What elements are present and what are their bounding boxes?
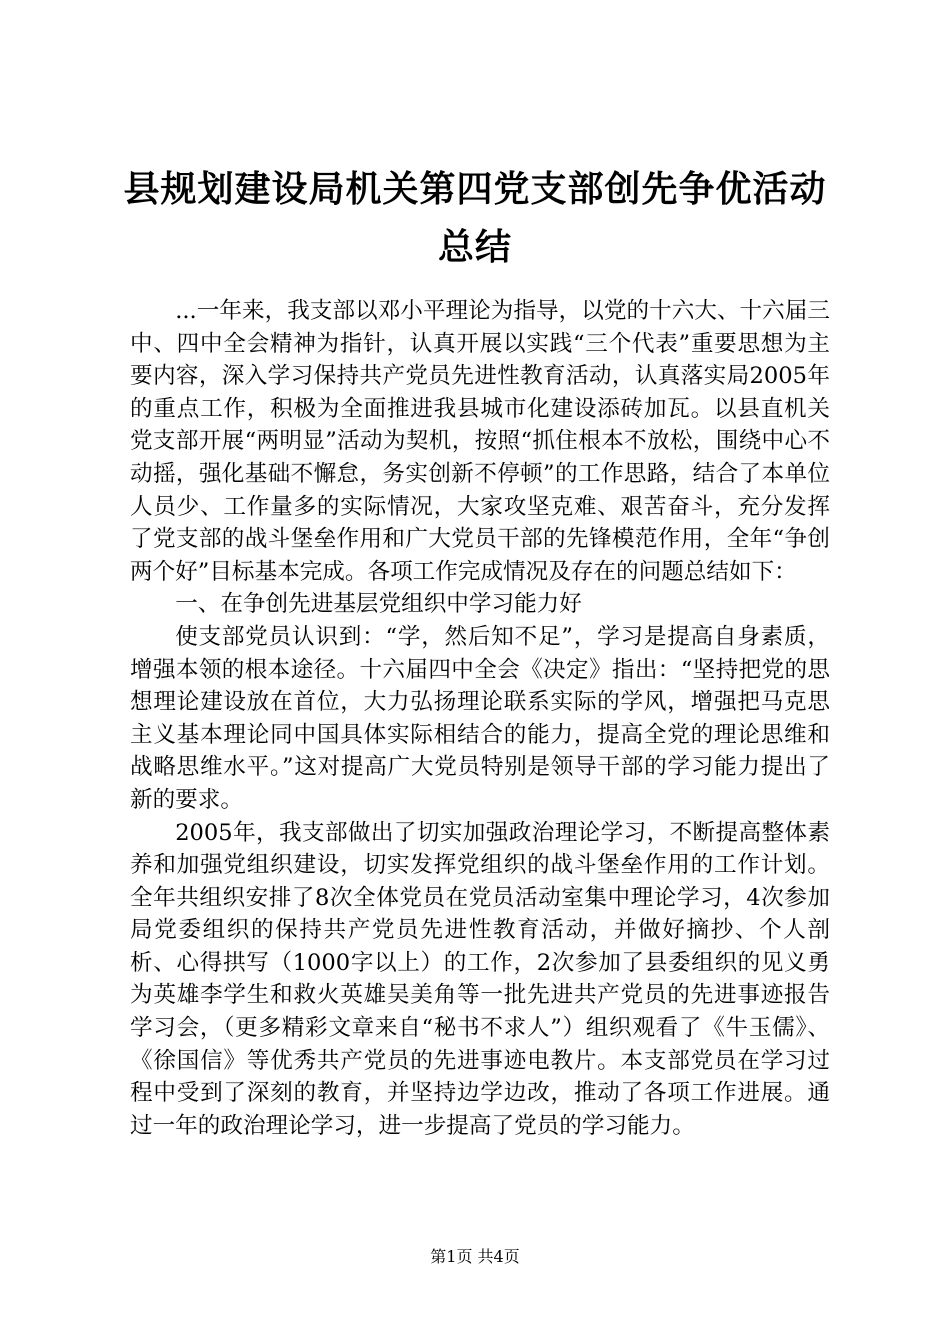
document-body (130, 295, 830, 1142)
section-heading: 一、在争创先进基层党组织中学习能力好 (175, 591, 582, 618)
paragraph-intro: ...一年来，我支部以邓小平理论为指导，以党的十六大、十六届三中、四中全会精神为指针，认真开展以实践“三个代表”重要思想为主要内容，深入学习保持共产党员先进性教育活动，认真落实局2005年的重点工作，积极为全面推进我县城市化建设添砖加瓦。以县直机关党支部开展“两明显”活动为契机，按照“抓住根本不放松，围绕中心不动摇，强化基础不懈怠，务实创新不停顿”的工作思路，结合了本单位人员少、工作量多的实际情况，大家攻坚克难、艰苦奋斗，充分发挥了党支部的战斗堡垒作用和广大党员干部的先锋模范作用，全年“争创两个好”目标基本完成。各项工作完成情况及存在的问题总结如下： (130, 298, 830, 585)
paragraph-learning: 使支部党员认识到：“学，然后知不足”，学习是提高自身素质，增强本领的根本途径。十六届四中全会《决定》指出：“坚持把党的思想理论建设放在首位，大力弘扬理论联系实际的学风，增强把马克思主义基本理论同中国具体实际相结合的能力，提高全党的理论思维和战略思维水平。”这对提高广大党员特别是领导干部的学习能力提出了新的要求。 (130, 623, 830, 813)
paragraph-2005: 2005年，我支部做出了切实加强政治理论学习，不断提高整体素养和加强党组织建设，切实发挥党组织的战斗堡垒作用的工作计划。全年共组织安排了8次全体党员在党员活动室集中理论学习，4次参加局党委组织的保持共产党员先进性教育活动，并做好摘抄、个人剖析、心得拱写（1000字以上）的工作，2次参加了县委组织的见义勇为英雄李学生和救火英雄吴美角等一批先进共产党员的先进事迹报告学习会，（更多精彩文章来自“秘书不求人”）组织观看了《牛玉儒》、《徐国信》等优秀共产党员的先进事迹电教片。本支部党员在学习过程中受到了深刻的教育，并坚持边学边改，推动了各项工作进展。通过一年的政治理论学习，进一步提高了党员的学习能力。 (130, 819, 830, 1139)
document-title: 县规划建设局机关第四党支部创先争优活动总结 (123, 168, 827, 268)
page-number: 第1页 共4页 (430, 1247, 520, 1266)
